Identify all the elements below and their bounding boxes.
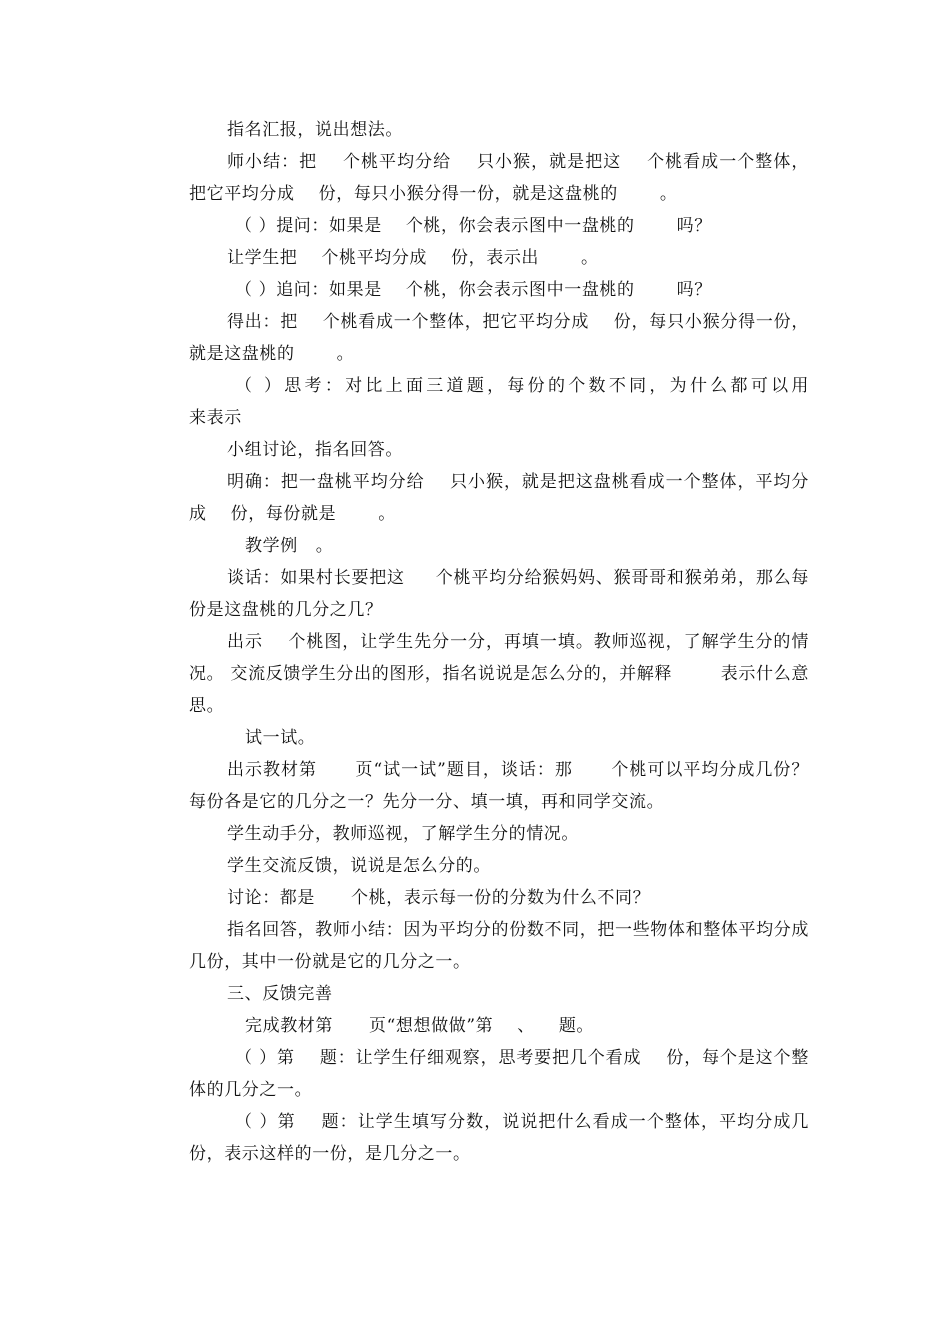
- paragraph-9: 明确：把一盘桃平均分给 只小猴，就是把这盘桃看成一个整体，平均分成 份，每份就是 。: [189, 472, 809, 524]
- paragraph-3: （ ）提问：如果是 个桃，你会表示图中一盘桃的 吗？: [235, 216, 712, 236]
- paragraph-20: 完成教材第 页“想想做做”第 、 题。: [245, 1016, 595, 1036]
- paragraph-12: 出示 个桃图，让学生先分一分，再填一填。教师巡视，了解学生分的情况。 交流反馈学生分出的图形，指名说说是怎么分的，并解释 表示什么意思。: [189, 632, 809, 716]
- paragraph-11: 谈话：如果村长要把这 个桃平均分给猴妈妈、猴哥哥和猴弟弟，那么每份是这盘桃的几分之几？: [189, 568, 809, 620]
- paragraph-16: 学生交流反馈，说说是怎么分的。: [227, 856, 491, 876]
- paragraph-18: 指名回答，教师小结：因为平均分的份数不同，把一些物体和整体平均分成几份，其中一份就是它的几分之一。: [189, 920, 809, 972]
- paragraph-2: 师小结：把 个桃平均分给 只小猴，就是把这 个桃看成一个整体，把它平均分成 份，每只小猴分得一份，就是这盘桃的 。: [189, 152, 809, 204]
- paragraph-15: 学生动手分，教师巡视，了解学生分的情况。: [227, 824, 579, 844]
- paragraph-13: 试一试。: [245, 728, 316, 748]
- paragraph-22: （ ）第 题：让学生填写分数，说说把什么看成一个整体，平均分成几份，表示这样的一份，是几分之一。: [189, 1112, 809, 1164]
- section-heading-feedback: 三、反馈完善: [227, 984, 333, 1004]
- paragraph-14: 出示教材第 页“试一试”题目，谈话：那 个桃可以平均分成几份？每份各是它的几分之一？先分一分、填一填，再和同学交流。: [189, 760, 809, 812]
- paragraph-10: 教学例 。: [245, 536, 334, 556]
- paragraph-5: （ ）追问：如果是 个桃，你会表示图中一盘桃的 吗？: [235, 280, 712, 300]
- paragraph-7: （ ）思考：对比上面三道题，每份的个数不同，为什么都可以用 来表示: [189, 376, 870, 428]
- paragraph-21: （ ）第 题：让学生仔细观察，思考要把几个看成 份，每个是这个整体的几分之一。: [189, 1048, 809, 1100]
- paragraph-1: 指名汇报，说出想法。: [227, 120, 403, 140]
- paragraph-4: 让学生把 个桃平均分成 份，表示出 。: [227, 248, 599, 268]
- paragraph-6: 得出：把 个桃看成一个整体，把它平均分成 份，每只小猴分得一份，就是这盘桃的 。: [189, 312, 809, 364]
- paragraph-8: 小组讨论，指名回答。: [227, 440, 403, 460]
- document-body: [189, 114, 870, 1170]
- paragraph-17: 讨论：都是 个桃，表示每一份的分数为什么不同？: [227, 888, 651, 908]
